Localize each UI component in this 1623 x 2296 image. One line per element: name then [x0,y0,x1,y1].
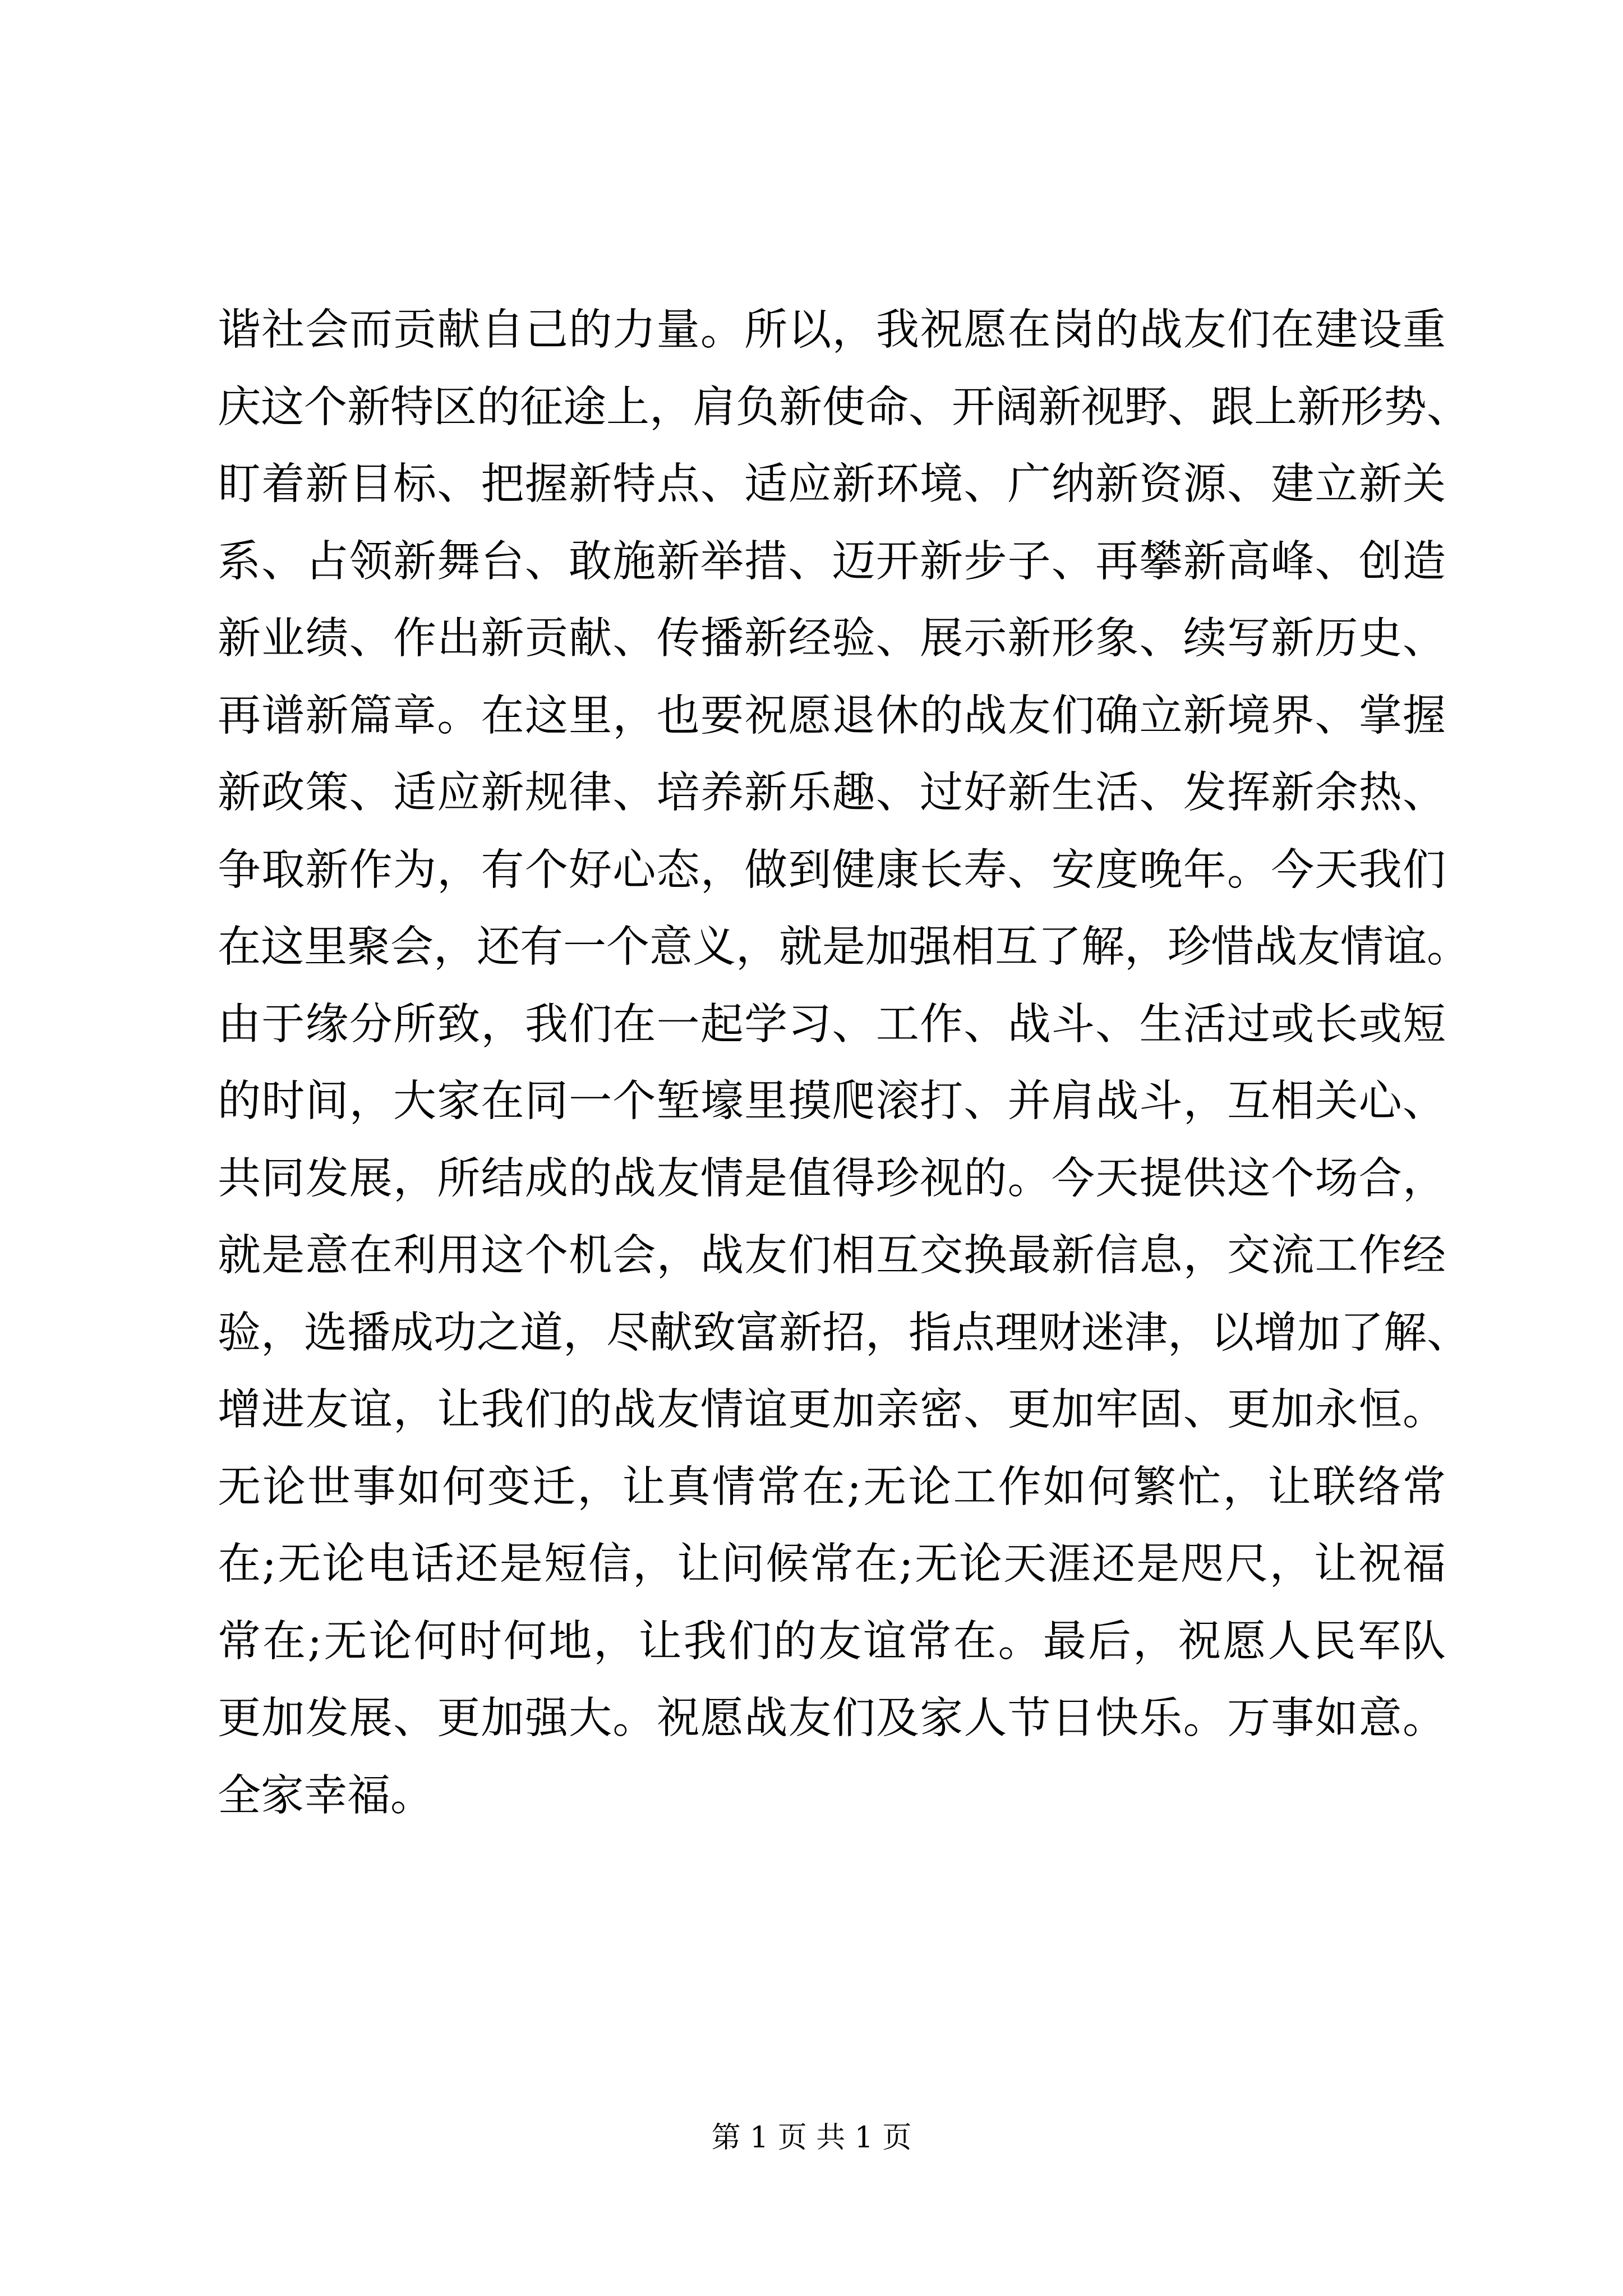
text-line: 在这里聚会，还有一个意义，就是加强相互了解，珍惜战友情谊。 [218,922,1470,972]
text-line: 在;无论电话还是短信，让问候常在;无论天涯还是咫尺，让祝福 [218,1539,1446,1589]
text-line: 就是意在利用这个机会，战友们相互交换最新信息，交流工作经 [218,1231,1446,1281]
text-line: 谐社会而贡献自己的力量。所以，我祝愿在岗的战友们在建设重 [218,305,1446,355]
text-line: 验，选播成功之道，尽献致富新招，指点理财迷津，以增加了解、 [218,1308,1470,1358]
page-number: 第 1 页 共 1 页 [711,2121,912,2155]
text-line: 庆这个新特区的征途上，肩负新使命、开阔新视野、跟上新形势、 [218,382,1470,432]
text-line: 由于缘分所致，我们在一起学习、工作、战斗、生活过或长或短 [218,999,1446,1050]
text-line: 无论世事如何变迁，让真情常在;无论工作如何繁忙，让联络常 [218,1462,1446,1512]
page-footer [0,2118,1623,2157]
text-line: 新政策、适应新规律、培养新乐趣、过好新生活、发挥新余热、 [218,768,1446,818]
text-line: 增进友谊，让我们的战友情谊更加亲密、更加牢固、更加永恒。 [218,1385,1446,1435]
text-line: 共同发展，所结成的战友情是值得珍视的。今天提供这个场合， [218,1153,1446,1204]
text-line: 常在;无论何时何地，让我们的友谊常在。最后，祝愿人民军队 [218,1616,1446,1667]
text-line: 再谱新篇章。在这里，也要祝愿退休的战友们确立新境界、掌握 [218,691,1446,741]
text-line: 盯着新目标、把握新特点、适应新环境、广纳新资源、建立新关 [218,459,1446,509]
text-line: 全家幸福。 [218,1770,434,1821]
text-line: 的时间，大家在同一个堑壕里摸爬滚打、并肩战斗，互相关心、 [218,1076,1446,1126]
text-line: 系、占领新舞台、敢施新举措、迈开新步子、再攀新高峰、创造 [218,536,1446,587]
text-line: 更加发展、更加强大。祝愿战友们及家人节日快乐。万事如意。 [218,1694,1446,1743]
text-line: 新业绩、作出新贡献、传播新经验、展示新形象、续写新历史、 [218,614,1446,664]
text-line: 争取新作为，有个好心态，做到健康长寿、安度晚年。今天我们 [218,845,1446,895]
body-text [218,292,1470,1834]
